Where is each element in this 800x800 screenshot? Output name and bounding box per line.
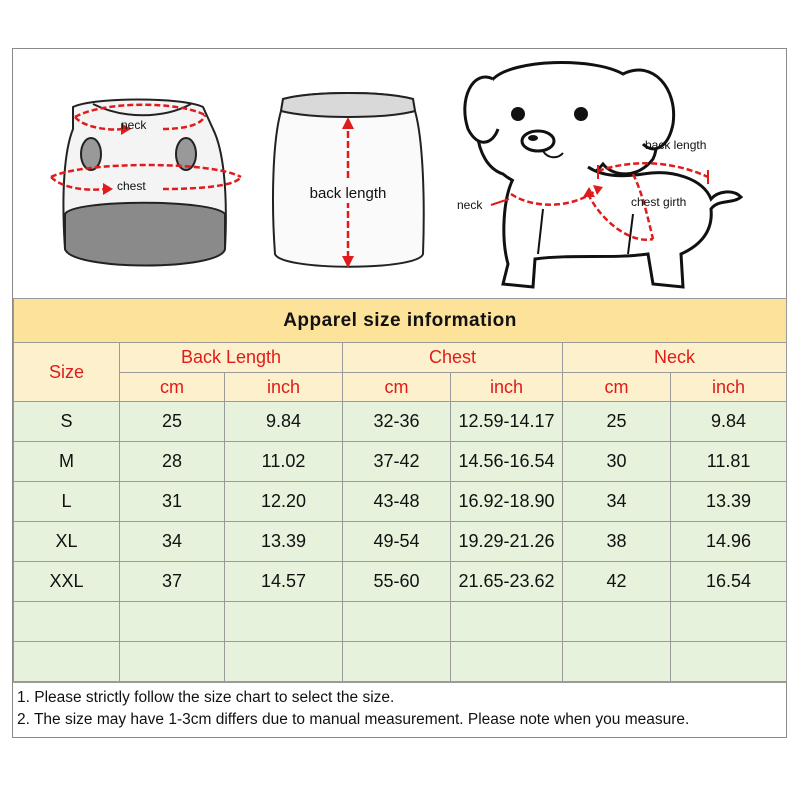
size-notes: [13, 682, 786, 738]
size-table: [13, 298, 787, 682]
table-cell: 28: [120, 442, 225, 482]
note-line: 2. The size may have 1-3cm differs due to manual measurement. Please note when you measure.: [17, 711, 690, 728]
size-cell: L: [14, 482, 120, 522]
table-cell: 9.84: [225, 402, 343, 442]
neck-header: Neck: [563, 343, 787, 373]
table-row: [14, 482, 787, 522]
table-cell: 34: [563, 482, 671, 522]
table-cell: 14.56-16.54: [451, 442, 563, 482]
size-column-header: Size: [14, 343, 120, 402]
table-cell: 14.57: [225, 562, 343, 602]
table-cell: 31: [120, 482, 225, 522]
size-cell: M: [14, 442, 120, 482]
table-cell: 19.29-21.26: [451, 522, 563, 562]
table-cell: 49-54: [343, 522, 451, 562]
size-cell: S: [14, 402, 120, 442]
table-row: [14, 442, 787, 482]
back-length-header: Back Length: [120, 343, 343, 373]
unit-header: cm: [343, 373, 451, 402]
table-cell: 12.20: [225, 482, 343, 522]
unit-header: cm: [563, 373, 671, 402]
table-title: Apparel size information: [14, 299, 787, 343]
unit-header: cm: [120, 373, 225, 402]
dog-neck-label: neck: [457, 198, 483, 212]
vest-chest-label: chest: [117, 179, 146, 193]
table-cell: 16.92-18.90: [451, 482, 563, 522]
table-cell: 32-36: [343, 402, 451, 442]
chest-header: Chest: [343, 343, 563, 373]
table-row: [14, 402, 787, 442]
size-chart-frame: [12, 48, 787, 738]
unit-header: inch: [225, 373, 343, 402]
illustration-panel: [13, 49, 786, 297]
table-cell: 37-42: [343, 442, 451, 482]
vest-neck-label: neck: [121, 118, 147, 132]
size-cell: XL: [14, 522, 120, 562]
table-cell: 21.65-23.62: [451, 562, 563, 602]
table-cell: 55-60: [343, 562, 451, 602]
table-cell: 13.39: [225, 522, 343, 562]
dog-illustration: [457, 63, 741, 287]
table-cell: 14.96: [671, 522, 787, 562]
dog-chest-girth-label: chest girth: [631, 195, 687, 209]
dog-back-length-label: back length: [645, 138, 707, 152]
table-cell: 30: [563, 442, 671, 482]
table-cell: 13.39: [671, 482, 787, 522]
vest-front-illustration: [51, 100, 241, 266]
empty-table-row: [14, 602, 787, 642]
table-cell: 38: [563, 522, 671, 562]
table-cell: 16.54: [671, 562, 787, 602]
table-row: [14, 562, 787, 602]
table-cell: 42: [563, 562, 671, 602]
vest-back-length-label: back length: [309, 185, 387, 202]
table-cell: 12.59-14.17: [451, 402, 563, 442]
table-cell: 25: [120, 402, 225, 442]
note-line: 1. Please strictly follow the size chart to select the size.: [17, 689, 395, 706]
size-cell: XXL: [14, 562, 120, 602]
table-cell: 11.02: [225, 442, 343, 482]
table-cell: 43-48: [343, 482, 451, 522]
table-cell: 11.81: [671, 442, 787, 482]
table-cell: 37: [120, 562, 225, 602]
table-row: [14, 522, 787, 562]
table-cell: 9.84: [671, 402, 787, 442]
vest-back-illustration: [273, 93, 424, 268]
table-cell: 25: [563, 402, 671, 442]
table-cell: 34: [120, 522, 225, 562]
unit-header: inch: [451, 373, 563, 402]
unit-header: inch: [671, 373, 787, 402]
empty-table-row: [14, 642, 787, 682]
